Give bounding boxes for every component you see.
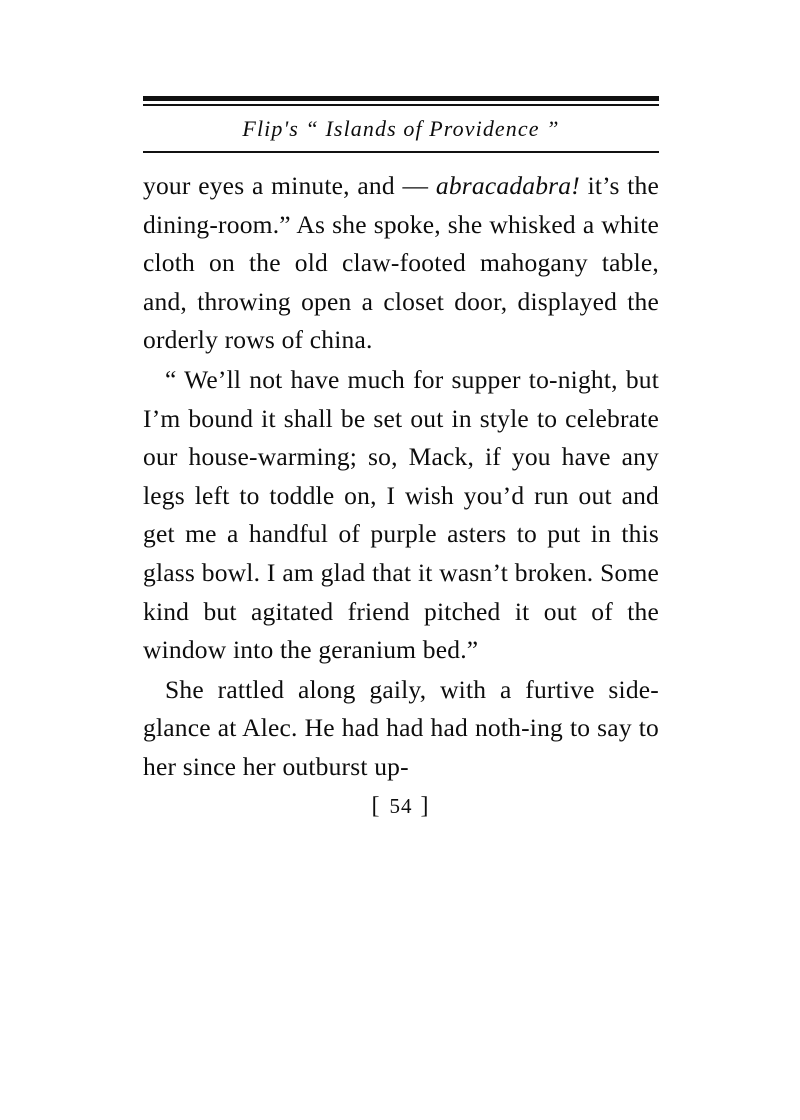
- folio-bracket-close: ]: [420, 792, 431, 819]
- body-text: [143, 167, 659, 787]
- body-run: “ We’ll not have much for supper to-night, but I’m bound it shall be set out in style to celebrate our house-warming; so, Mack, if you have any legs left to toddle on, I wish you’d run out and get me a handful of purple asters to put in this glass bowl. I am glad that it wasn’t broken. Some kind but agitated friend pitched it out of the window into the geranium bed.”: [143, 364, 659, 665]
- para-1: [143, 167, 659, 360]
- para-3: [143, 671, 659, 787]
- emphasis-text: abracadabra!: [435, 171, 580, 200]
- page-text-block: [143, 96, 659, 820]
- body-run: She rattled along gaily, with a furtive side-glance at Alec. He had had had noth-ing to say to her since her outburst up-: [143, 674, 659, 781]
- folio-bracket-open: [: [371, 792, 382, 819]
- body-run: it’s the dining-room.” As she spoke, she whisked a white cloth on the old claw-footed mahogany table, and, throwing open a closet door, displayed the orderly rows of china.: [143, 171, 659, 355]
- para-2: [143, 361, 659, 670]
- running-head: Flip's “ Islands of Providence ”: [242, 116, 560, 141]
- folio-number: 54: [389, 793, 413, 818]
- page-folio: [143, 793, 659, 820]
- body-run: your eyes a minute, and —: [143, 171, 436, 200]
- running-head-underrule: [143, 151, 659, 153]
